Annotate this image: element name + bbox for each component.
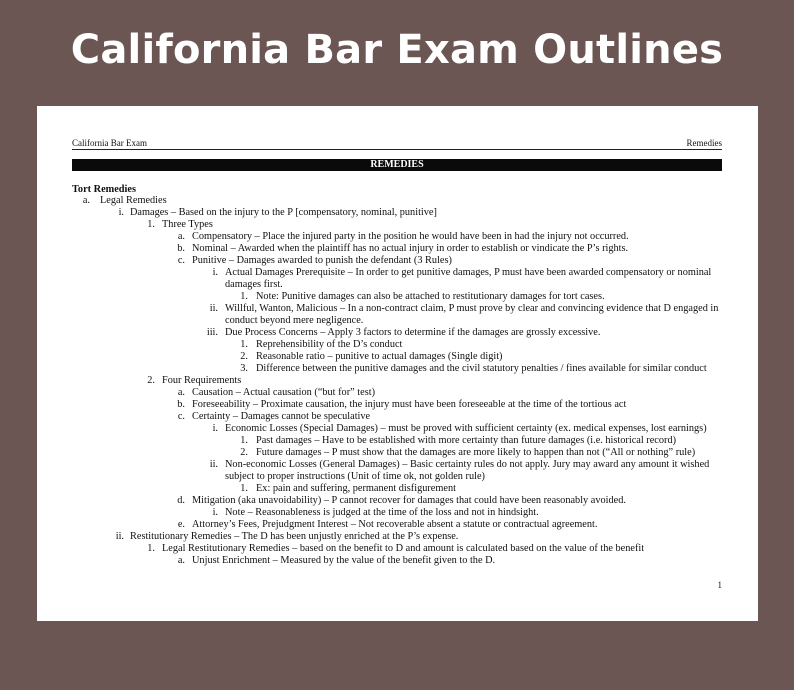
banner-title: California Bar Exam Outlines: [70, 27, 724, 73]
outline-marker: 2.: [240, 351, 248, 362]
outline-line: Reasonable ratio – punitive to actual damages (Single digit): [256, 351, 503, 362]
outline-marker: i.: [212, 267, 218, 278]
outline-line: Ex: pain and suffering, permanent disfigurement: [256, 483, 456, 494]
outline-marker: a.: [177, 387, 185, 398]
outline-marker: 1.: [147, 219, 155, 230]
outline-marker: i.: [212, 423, 218, 434]
section-title-bar: REMEDIES: [72, 159, 722, 171]
outline-marker: i.: [118, 207, 124, 218]
outline-line: Unjust Enrichment – Measured by the value of the benefit given to the D.: [192, 555, 496, 566]
outline-marker: 1.: [240, 483, 248, 494]
outline-line: Punitive – Damages awarded to punish the defendant (3 Rules): [192, 255, 452, 266]
outline-line: Legal Remedies: [100, 195, 167, 206]
outline-line: Past damages – Have to be established with more certainty than future damages (i.e. historical record): [256, 435, 677, 446]
outline-line: Four Requirements: [162, 375, 242, 386]
outline-line: Legal Restitutionary Remedies – based on the benefit to D and amount is calculated based on the value of the benefit: [162, 543, 645, 554]
outline-marker: d.: [177, 495, 185, 506]
outline-line: Compensatory – Place the injured party in the position he would have been in had the injury not occurred.: [192, 231, 629, 242]
outline-line: Non-economic Losses (General Damages) – Basic certainty rules do not apply. Jury may award any amount it wished subject to proper instructions (Unit of time ok, not golden rule): [225, 459, 710, 482]
header-rule: [72, 149, 722, 150]
outline-line: Mitigation (aka unavoidability) – P cannot recover for damages that could have been reasonably avoided.: [192, 495, 626, 506]
outline-marker: 2.: [240, 447, 248, 458]
outline-line: Actual Damages Prerequisite – In order to get punitive damages, P must have been awarded compensatory or nominal damages first.: [225, 267, 712, 290]
outline-marker: a.: [177, 231, 185, 242]
outline-line: Nominal – Awarded when the plaintiff has no actual injury in order to establish or vindicate the P’s rights.: [192, 243, 629, 254]
outline-line: Attorney’s Fees, Prejudgment Interest – Not recoverable absent a statute or contractual agreement.: [192, 519, 598, 530]
outline-line: Note – Reasonableness is judged at the time of the loss and not in hindsight.: [225, 507, 539, 518]
outline-marker: e.: [177, 519, 185, 530]
header-left: California Bar Exam: [72, 138, 147, 148]
outline-marker: ii.: [209, 459, 218, 470]
outline-marker: a.: [82, 195, 90, 206]
outline-line: Foreseeability – Proximate causation, the injury must have been foreseeable at the time of the tortious act: [192, 399, 627, 410]
document-page: [37, 106, 758, 621]
outline-marker: 1.: [240, 291, 248, 302]
outline-heading: Tort Remedies: [72, 184, 136, 195]
page-number: 1: [717, 580, 722, 590]
outline-line: Three Types: [162, 219, 213, 230]
outline-marker: a.: [177, 555, 185, 566]
outline-line: Certainty – Damages cannot be speculative: [192, 411, 371, 422]
outline-line: Future damages – P must show that the damages are more likely to happen than not (“All or nothing” rule): [256, 447, 696, 458]
outline-marker: 1.: [240, 339, 248, 350]
outline-marker: 3.: [240, 363, 248, 374]
document-body: [72, 106, 722, 621]
outline-marker: 1.: [240, 435, 248, 446]
outline-marker: 2.: [147, 375, 155, 386]
outline-marker: i.: [212, 507, 218, 518]
outline-line: Economic Losses (Special Damages) – must be proved with sufficient certainty (ex. medical expenses, lost earnings): [225, 423, 707, 434]
outline-marker: c.: [177, 411, 185, 422]
outline-marker: ii.: [209, 303, 218, 314]
outline-line: Willful, Wanton, Malicious – In a non-contract claim, P must prove by clear and convincing evidence that D engaged in conduct beyond mere negligence.: [225, 303, 719, 326]
outline-marker: c.: [177, 255, 185, 266]
outline-marker: 1.: [147, 543, 155, 554]
outline-line: Difference between the punitive damages and the civil statutory penalties / fines available for similar conduct: [256, 363, 707, 374]
header-right: Remedies: [686, 138, 722, 148]
outline-line: Causation – Actual causation (“but for” test): [192, 387, 376, 398]
outline-line: Note: Punitive damages can also be attached to restitutionary damages for tort cases.: [256, 291, 605, 302]
outline-line: Reprehensibility of the D’s conduct: [256, 339, 403, 350]
outline-line: Due Process Concerns – Apply 3 factors to determine if the damages are grossly excessive.: [225, 327, 601, 338]
outline-marker: b.: [177, 399, 185, 410]
outline-line: Restitutionary Remedies – The D has been unjustly enriched at the P’s expense.: [130, 531, 459, 542]
outline-marker: b.: [177, 243, 185, 254]
outline-marker: ii.: [115, 531, 124, 542]
outline-marker: iii.: [206, 327, 218, 338]
outline-line: Damages – Based on the injury to the P [compensatory, nominal, punitive]: [130, 207, 437, 218]
